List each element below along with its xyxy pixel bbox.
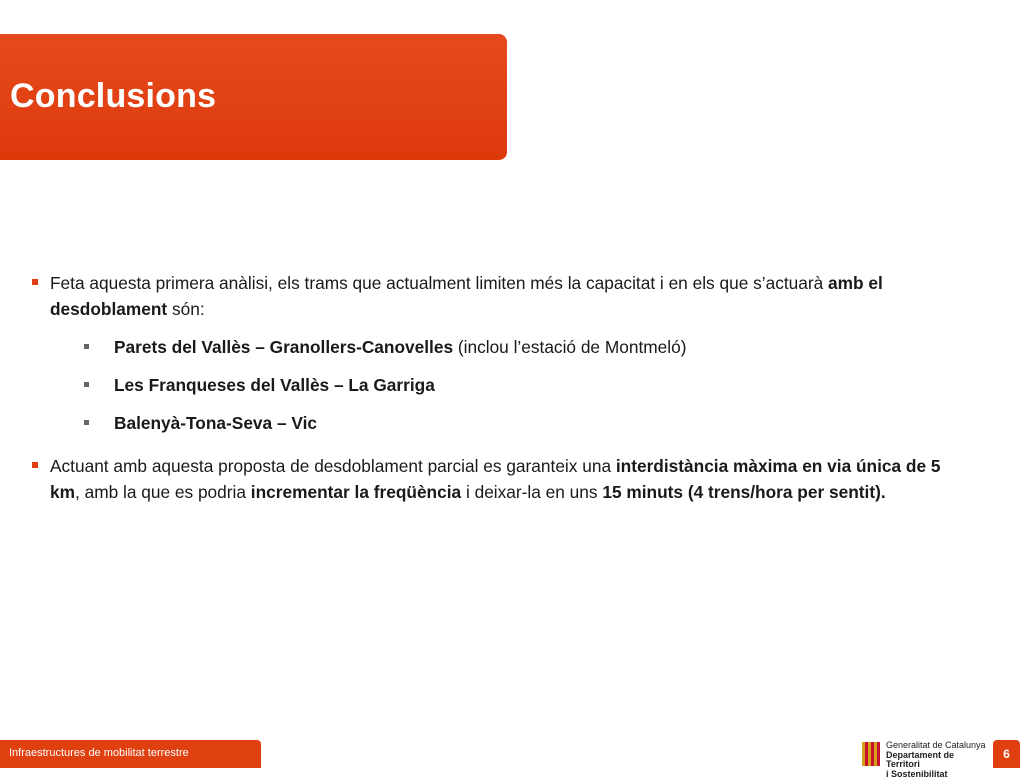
- bullet-square-icon: [32, 279, 38, 285]
- bullet-item: Actuant amb aquesta proposta de desdoblament parcial es garanteix una interdistància màxima en via única de 5 km, amb la que es podria incrementar la freqüència i deixar-la en uns 15 minuts (4 trens/hora per sentit).: [32, 453, 972, 505]
- bullet-item: Feta aquesta primera anàlisi, els trams que actualment limiten més la capacitat i en els que s’actuarà amb el desdoblament són:: [32, 270, 972, 322]
- generalitat-logo: [858, 740, 988, 779]
- sub-bullet-square-icon: [84, 382, 89, 387]
- sub-bullet-item: Balenyà-Tona-Seva – Vic: [32, 410, 972, 436]
- catalan-flag-icon: [862, 742, 880, 766]
- sub-bullet-item: Les Franqueses del Vallès – La Garriga: [32, 372, 972, 398]
- slide-body: [32, 270, 972, 505]
- page-number: 6: [993, 740, 1020, 768]
- bullet-square-icon: [32, 462, 38, 468]
- sub-bullet-item: Parets del Vallès – Granollers-Canovelles (inclou l’estació de Montmeló): [32, 334, 972, 360]
- footer-bar: [0, 740, 261, 768]
- slide-title: Conclusions: [10, 77, 217, 115]
- sub-bullet-square-icon: [84, 420, 89, 425]
- logo-text: Generalitat de Catalunya Departament de Territori i Sostenibilitat: [886, 740, 986, 779]
- footer-label: Infraestructures de mobilitat terrestre: [9, 747, 189, 759]
- sub-bullet-square-icon: [84, 344, 89, 349]
